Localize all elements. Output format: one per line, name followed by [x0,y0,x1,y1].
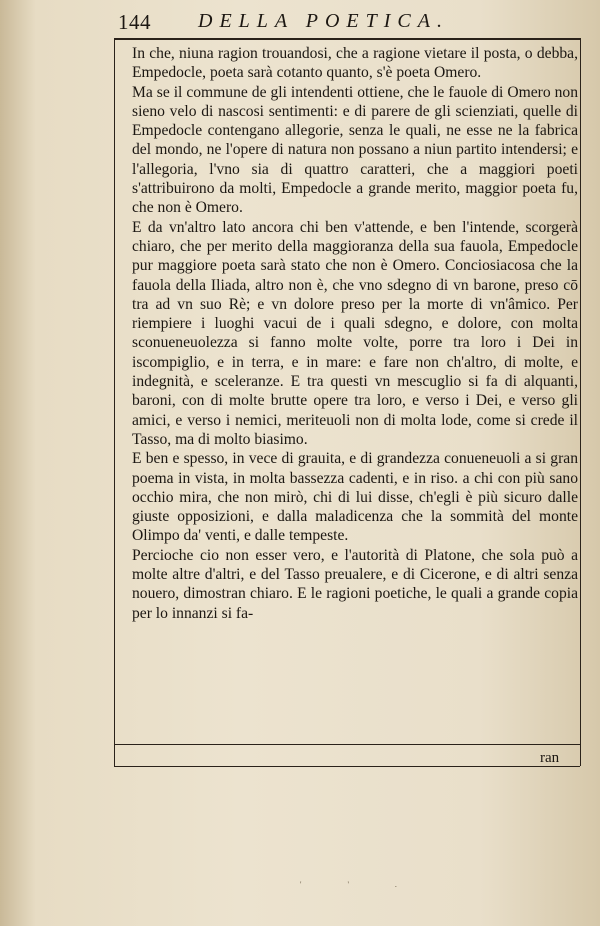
right-border-rule [580,38,581,766]
top-rule [114,38,580,40]
paragraph: Percioche cio non esser vero, e l'autorità di Platone, che sola può a molte altre d'altri, e del Tasso preualere, e di Cicerone, e di altri senza nouero, dimostran chiaro. E le ragioni poetiche, le quali a grande copia per lo innanzi si fa- [132,546,578,622]
catchword: ran [540,750,560,766]
paragraph: Ma se il commune de gli intendenti ottiene, che le fauole di Omero non sieno velo di nascosi sentimenti: e di parere de gli scienziati, quelle di Empedocle contengano allegorie, senza le quali, ne esse ne la fabrica del mondo, ne l'opere di natura non possano a niun partito intendersi; e l'allegoria, l'vno sia di quattro caratteri, che a maggiori poeti s'attribuirono da molti, Empedocle a grande merito, maggior poeta fu, che non è Omero. [132,83,578,217]
paper-specks: ' ' . [300,880,419,889]
page-header [118,10,578,38]
body-text [132,44,578,623]
paragraph: E da vn'altro lato ancora chi ben v'attende, e ben l'intende, scorgerà chiaro, che per merito della maggioranza della sua fauola, Empedocle pur maggiore poeta sarà stato che non è Omero. Conciosiacosa che la fauola della Iliada, altro non è, che vno sdegno di vn barone, preso cō tra ad vn suo Rè; e vn dolore preso per la morte di vn'âmico. Per riempiere i luoghi vacui de i quali sdegno, e dolore, con molta sconueneuolezza si fanno molte volte, porre tra loro i Dei in iscompiglio, e in terra, e in mare: e fare non ch'altro, di molte, e indegnità, e sceleranze. E tra questi vn mescuglio si fa di alquanti, baroni, con di molte brutte opere tra loro, e verso i Dei, e verso gli amici, e verso i nemici, meriteuoli non di molta lode, come si crede il Tasso, ma di molto biasimo. [132,218,578,448]
paragraph: E ben e spesso, in vece di grauita, e di grandezza conueneuoli a si gran poema in vista, in molta bassezza cadenti, e in riso. a chi con più sano occhio mira, che non mirò, chi di lui disse, ch'egli è più sicuro dalle giuste opposizioni, e dalla maladicenza che la sommità del monte Olimpo da' venti, e dalle tempeste. [132,450,578,545]
bottom-rule [114,744,580,745]
running-title: DELLA POETICA. [198,10,449,32]
page-number: 144 [118,10,151,34]
bottom-rule-outer [114,766,580,767]
left-border-rule [114,38,115,766]
paragraph: In che, niuna ragion trouandosi, che a ragione vietare il posta, o debba, Empedocle, poeta sarà cotanto quanto, s'è poeta Omero. [132,45,578,82]
